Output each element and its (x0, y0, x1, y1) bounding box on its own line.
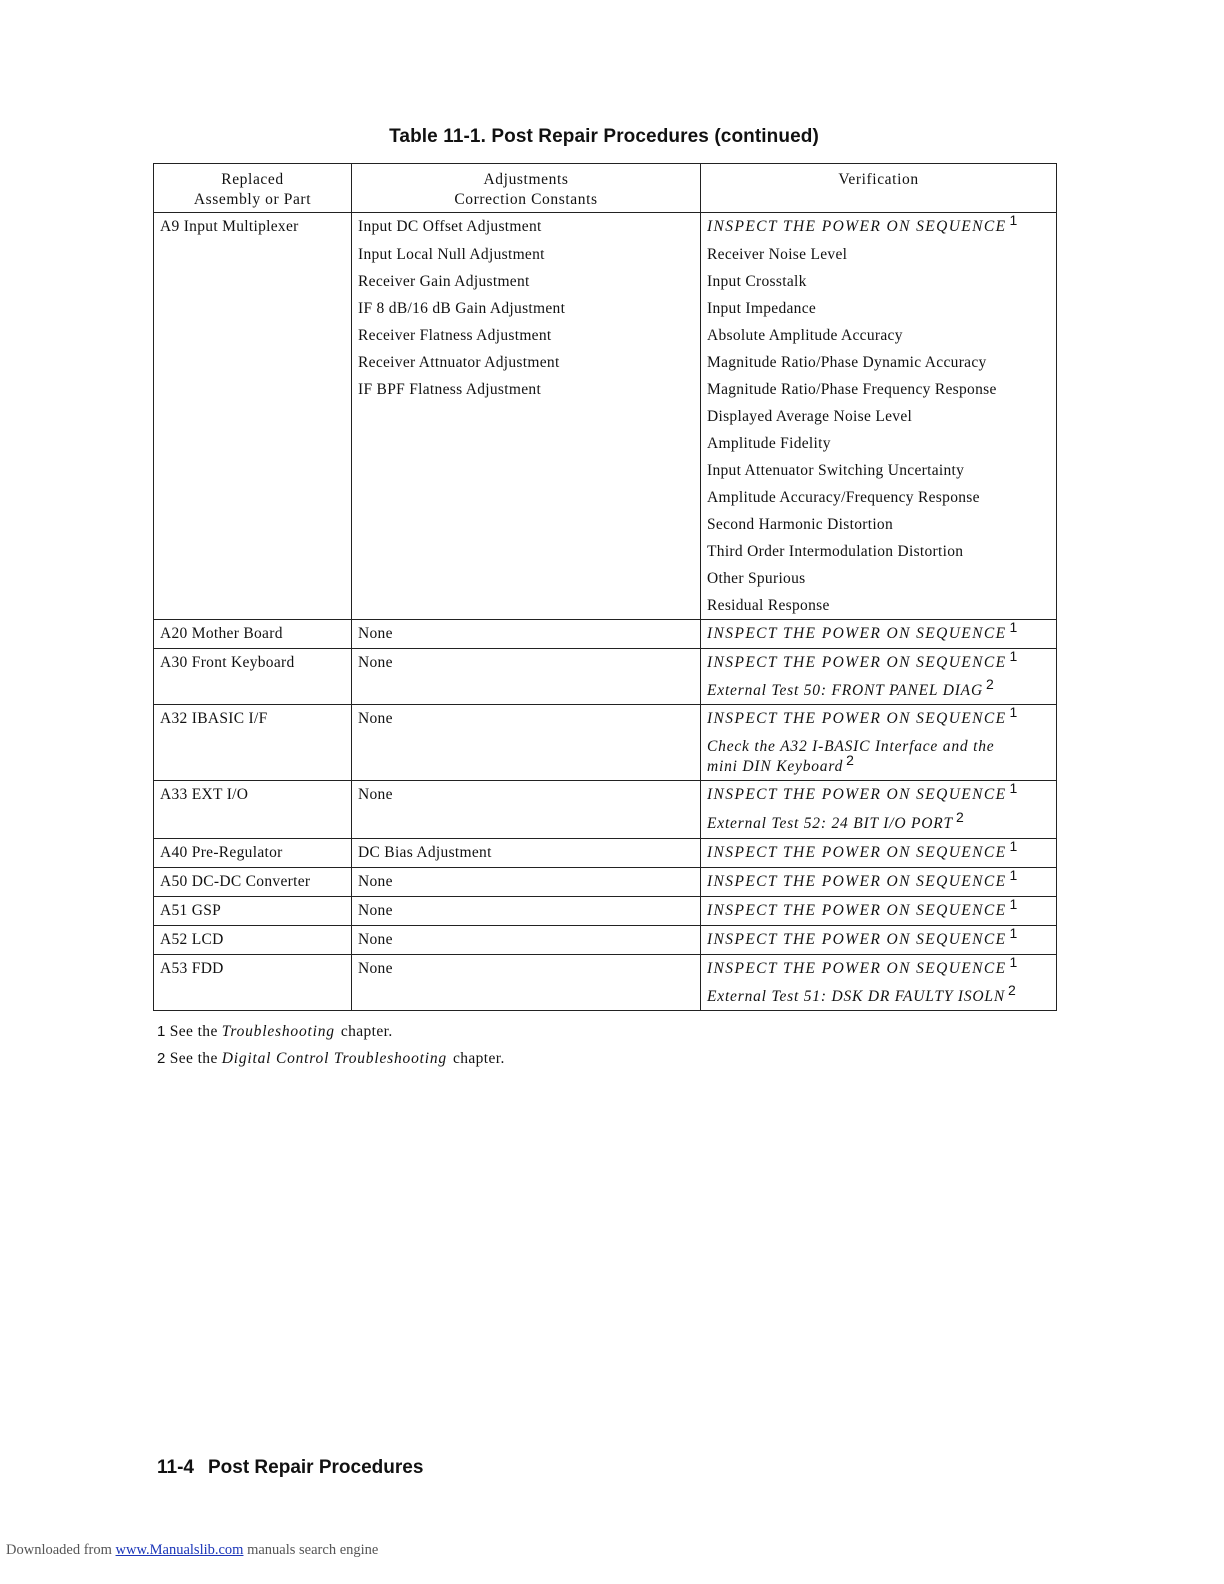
adjustment-cell: IF 8 dB/16 dB Gain Adjustment (352, 295, 701, 322)
download-banner: Downloaded from www.Manualslib.com manuals search engine (6, 1542, 379, 1558)
part-cell: A52 LCD (154, 926, 352, 955)
verification-cell: INSPECT THE POWER ON SEQUENCE $^1$ (701, 649, 1057, 678)
footnote-ref: 2 (1008, 982, 1016, 998)
footnote-ref: 1 (1009, 954, 1018, 970)
verification-cell: Displayed Average Noise Level (701, 403, 1057, 430)
footnote-ref: 2 (985, 676, 994, 692)
table-title: Table 11-1. Post Repair Procedures (continued) (389, 126, 819, 147)
adjustment-cell: None (352, 926, 701, 955)
verification-cell: Input Attenuator Switching Uncertainty (701, 457, 1057, 484)
page-number: 11-4 (157, 1457, 194, 1478)
part-cell: A51 GSP (154, 897, 352, 926)
table-row (154, 839, 1057, 868)
verification-cell: INSPECT THE POWER ON SEQUENCE $^1$ (701, 955, 1057, 984)
footnote-ref: 1 (1009, 619, 1018, 635)
table-row (154, 268, 1057, 295)
table-row (154, 376, 1057, 403)
table-row (154, 868, 1057, 897)
table-row (154, 403, 1057, 430)
verification-cell: Magnitude Ratio/Phase Frequency Response (701, 376, 1057, 403)
footnote-ref: 1 (1009, 896, 1018, 912)
part-cell: A30 Front Keyboard (154, 649, 352, 678)
adjustment-cell: None (352, 620, 701, 649)
verification-cell: INSPECT THE POWER ON SEQUENCE $^1$ (701, 926, 1057, 955)
table-header-row (154, 164, 1057, 213)
verification-cell: Input Crosstalk (701, 268, 1057, 295)
footnote-ref: 1 (1009, 648, 1018, 664)
table-row (154, 322, 1057, 349)
footnote-number: 1 (157, 1023, 166, 1040)
footnotes (157, 1020, 505, 1074)
header-verification: Verification (701, 164, 1057, 213)
table-row (154, 457, 1057, 484)
table-row (154, 781, 1057, 810)
verification-cell: INSPECT THE POWER ON SEQUENCE $^1$ (701, 620, 1057, 649)
verification-cell: Other Spurious (701, 565, 1057, 592)
verification-cell: Residual Response (701, 592, 1057, 620)
table-row (154, 241, 1057, 268)
table-row (154, 349, 1057, 376)
verification-cell: INSPECT THE POWER ON SEQUENCE $^1$ (701, 897, 1057, 926)
part-cell: A50 DC-DC Converter (154, 868, 352, 897)
footnote-number: 2 (157, 1050, 166, 1067)
verification-cell: Input Impedance (701, 295, 1057, 322)
footnote-ref: 1 (1009, 838, 1018, 854)
verification-cell: Check the A32 I-BASIC Interface and the mini DIN Keyboard $^2$ (701, 733, 1057, 781)
table-row (154, 538, 1057, 565)
verification-cell: Amplitude Fidelity (701, 430, 1057, 457)
footnote-ref: 1 (1009, 925, 1018, 941)
table-row (154, 926, 1057, 955)
part-cell: A33 EXT I/O (154, 781, 352, 810)
adjustment-cell: Receiver Flatness Adjustment (352, 322, 701, 349)
table-row (154, 295, 1057, 322)
footnote-ref: 1 (1009, 212, 1018, 228)
table-row (154, 484, 1057, 511)
part-cell: A20 Mother Board (154, 620, 352, 649)
table-row (154, 983, 1057, 1011)
table-row (154, 897, 1057, 926)
adjustment-cell: None (352, 897, 701, 926)
verification-cell: External Test 51: DSK DR FAULTY ISOLN $^2$ (701, 983, 1057, 1011)
part-cell: A53 FDD (154, 955, 352, 984)
table-row (154, 213, 1057, 242)
verification-cell: External Test 50: FRONT PANEL DIAG $^2$ (701, 677, 1057, 705)
adjustment-cell: DC Bias Adjustment (352, 839, 701, 868)
verification-cell: Amplitude Accuracy/Frequency Response (701, 484, 1057, 511)
footnote-ref: 1 (1009, 867, 1018, 883)
verification-cell: INSPECT THE POWER ON SEQUENCE $^1$ (701, 781, 1057, 810)
verification-cell: External Test 52: 24 BIT I/O PORT $^2$ (701, 809, 1057, 839)
table-row (154, 620, 1057, 649)
manualslib-link[interactable]: www.Manualslib.com (115, 1542, 244, 1558)
part-cell: A9 Input Multiplexer (154, 213, 352, 242)
footnote: 2 See the Digital Control Troubleshooting chapter. (157, 1050, 505, 1067)
verification-cell: Third Order Intermodulation Distortion (701, 538, 1057, 565)
adjustment-cell: Receiver Attnuator Adjustment (352, 349, 701, 376)
footnote-ref: 2 (846, 752, 854, 768)
header-adjustments: Adjustments Correction Constants (352, 164, 701, 213)
table-row (154, 592, 1057, 620)
table-row (154, 430, 1057, 457)
table-row (154, 809, 1057, 839)
table-row (154, 955, 1057, 984)
adjustment-cell: None (352, 955, 701, 984)
adjustment-cell: None (352, 705, 701, 734)
adjustment-cell: None (352, 649, 701, 678)
section-title: Post Repair Procedures (207, 1457, 424, 1478)
footnote: 1 See the Troubleshooting chapter. (157, 1023, 393, 1040)
verification-cell: Magnitude Ratio/Phase Dynamic Accuracy (701, 349, 1057, 376)
verification-cell: INSPECT THE POWER ON SEQUENCE $^1$ (701, 868, 1057, 897)
footnote-ref: 1 (1009, 780, 1018, 796)
table-row (154, 565, 1057, 592)
table-row (154, 511, 1057, 538)
adjustment-cell: Receiver Gain Adjustment (352, 268, 701, 295)
part-cell: A32 IBASIC I/F (154, 705, 352, 734)
adjustment-cell: None (352, 781, 701, 810)
table-row (154, 677, 1057, 705)
part-cell: A40 Pre-Regulator (154, 839, 352, 868)
table-row (154, 705, 1057, 734)
adjustment-cell: Input DC Offset Adjustment (352, 213, 701, 242)
adjustment-cell: None (352, 868, 701, 897)
verification-cell: INSPECT THE POWER ON SEQUENCE $^1$ (701, 213, 1057, 242)
verification-cell: INSPECT THE POWER ON SEQUENCE $^1$ (701, 839, 1057, 868)
adjustment-cell: IF BPF Flatness Adjustment (352, 376, 701, 403)
table-row (154, 649, 1057, 678)
verification-cell: Second Harmonic Distortion (701, 511, 1057, 538)
page-footer (157, 1457, 423, 1479)
footnote-ref: 1 (1009, 704, 1018, 720)
header-replaced-part: Replaced Assembly or Part (154, 164, 352, 213)
table-row (154, 733, 1057, 781)
verification-cell: Absolute Amplitude Accuracy (701, 322, 1057, 349)
verification-cell: Receiver Noise Level (701, 241, 1057, 268)
verification-cell: INSPECT THE POWER ON SEQUENCE $^1$ (701, 705, 1057, 734)
footnote-ref: 2 (955, 809, 964, 825)
post-repair-table (153, 163, 1057, 1011)
adjustment-cell: Input Local Null Adjustment (352, 241, 701, 268)
